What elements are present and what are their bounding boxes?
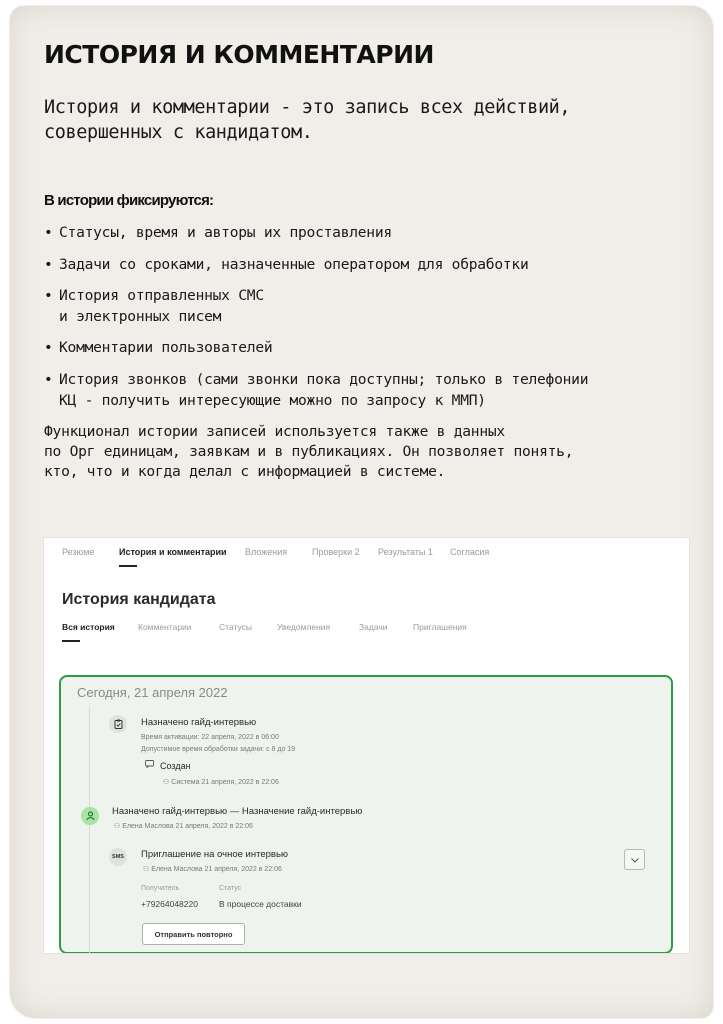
status-event-title: Назначено гайд-интервью — Назначение гайд-интервью — [112, 806, 363, 817]
history-card — [59, 675, 673, 954]
timeline-line — [89, 707, 90, 954]
list-item: • История звонков (сами звонки пока доступны; только в телефонии КЦ - получить интересующие можно по запросу к ММП) — [44, 371, 589, 409]
date-header: Сегодня, 21 апреля 2022 — [77, 685, 228, 700]
comment-icon — [145, 760, 154, 770]
subtab-comments[interactable]: Комментарии — [138, 622, 192, 632]
tab-history-comments[interactable]: История и комментарии — [119, 547, 227, 557]
subtab-notifications[interactable]: Уведомления — [277, 622, 331, 632]
list-item: • Комментарии пользователей — [44, 339, 273, 356]
tab-checks[interactable]: Проверки 2 — [312, 547, 360, 557]
task-icon — [109, 715, 127, 733]
chevron-down-icon — [631, 855, 639, 865]
task-event-title: Назначено гайд-интервью — [141, 717, 257, 728]
page-title: История кандидата — [62, 591, 216, 608]
task-sub-title: Создан — [160, 761, 191, 771]
tab-consents[interactable]: Согласия — [450, 547, 490, 557]
slide-intro: История и комментарии - это запись всех действий, совершенных с кандидатом. — [44, 97, 571, 143]
subtab-tasks[interactable]: Задачи — [359, 622, 388, 632]
user-icon — [81, 807, 99, 825]
person-icon: ⚇ — [143, 866, 150, 873]
task-activation-time: Время активации: 22 апреля, 2022 в 06:00 — [141, 734, 279, 741]
subtab-statuses[interactable]: Статусы — [219, 622, 252, 632]
status-value: В процессе доставки — [219, 899, 302, 909]
person-icon: ⚇ — [114, 823, 121, 830]
description-paragraph: Функционал истории записей используется также в данных по Орг единицам, заявкам и в публикациях. Он позволяет понять, кто, что и когда делал с информацией в системе. — [44, 423, 574, 480]
tab-resume[interactable]: Резюме — [62, 547, 95, 557]
top-tab-bar — [44, 538, 689, 570]
resend-button[interactable]: Отправить повторно — [142, 923, 245, 945]
slide-title: ИСТОРИЯ И КОММЕНТАРИИ — [44, 40, 434, 69]
expand-button[interactable] — [624, 849, 645, 870]
list-item: • Задачи со сроками, назначенные оператором для обработки — [44, 256, 529, 273]
sms-event-author: ⚇ Елена Маслова 21 апреля, 2022 в 22:06 — [143, 866, 282, 873]
task-allowed-time: Допустимое время обработки задачи: с 8 до 19 — [141, 746, 296, 753]
subtab-all-history[interactable]: Вся история — [62, 622, 115, 632]
fixed-heading: В истории фиксируются: — [44, 192, 214, 209]
status-label: Статус — [219, 885, 242, 892]
tab-results[interactable]: Результаты 1 — [378, 547, 433, 557]
sms-event-title: Приглашение на очное интервью — [141, 849, 289, 860]
list-item: • История отправленных СМС и электронных писем — [44, 287, 264, 325]
candidate-history-screenshot — [43, 537, 690, 954]
recipient-value: +79264048220 — [141, 899, 198, 909]
task-sub-author: ⚇ Система 21 апреля, 2022 в 22:06 — [163, 779, 279, 786]
status-event-author: ⚇ Елена Маслова 21 апреля, 2022 в 22:06 — [114, 823, 253, 830]
list-item: • Статусы, время и авторы их проставления — [44, 224, 392, 241]
subtab-invitations[interactable]: Приглашения — [413, 622, 467, 632]
sms-icon: SMS — [109, 848, 127, 866]
tab-attachments[interactable]: Вложения — [245, 547, 288, 557]
person-icon: ⚇ — [163, 779, 170, 786]
recipient-label: Получатель — [141, 885, 180, 892]
